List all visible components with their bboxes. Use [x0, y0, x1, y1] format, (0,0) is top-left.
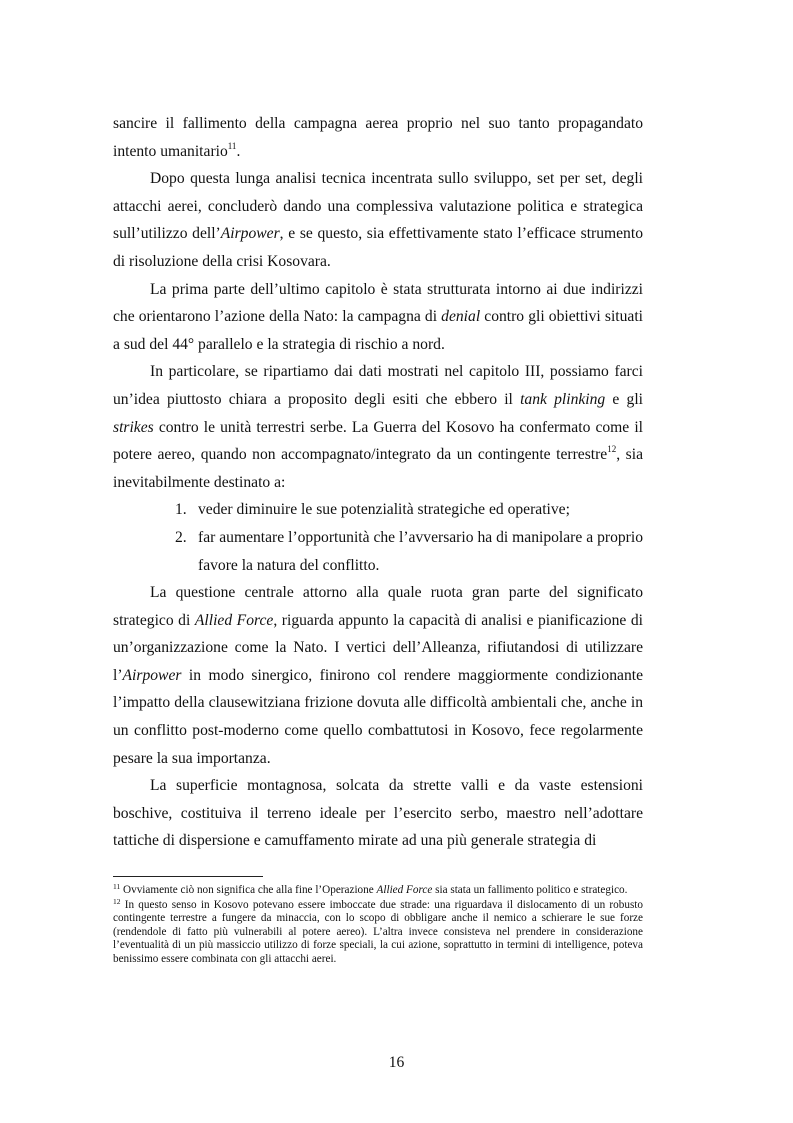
paragraph-5: La questione centrale attorno alla quale ruota gran parte del significato strategico di Allied Force, riguarda appunto la capacità di analisi e pianificazione di un’organizzazione come la Nato. I vertici dell’Alleanza, rifiutandosi di utilizzare l’Airpower in modo sinergico, finirono col rendere maggiormente condizionante l’impatto della clausewitziana frizione dovuta alle difficoltà ambientali che, anche in un conflitto post-moderno come quello combattutosi in Kosovo, fece regolarmente pesare la sua importanza. — [113, 584, 644, 767]
footnotes — [113, 884, 643, 968]
numbered-list — [113, 496, 643, 579]
term-tank-plinking: tank plinking — [520, 390, 606, 408]
footnote-ref-12[interactable]: 12 — [607, 444, 617, 455]
paragraph-6: La superficie montagnosa, solcata da strette valli e da vaste estensioni boschive, costituiva il terreno ideale per l’esercito serbo, maestro nell’adottare tattiche di dispersione e camuffamento mirate ad una più generale strategia di — [113, 777, 643, 850]
footnote-divider — [113, 876, 263, 877]
footnote-11: $^{11}$ Ovviamente ciò non significa che alla fine l’Operazione Allied Force sia stata un fallimento politico e strategico. — [113, 882, 628, 896]
page-number: 16 — [388, 1054, 405, 1071]
paragraph-2: Dopo questa lunga analisi tecnica incentrata sullo sviluppo, set per set, degli attacchi aerei, concluderò dando una complessiva valutazione politica e strategica sull’utilizzo dell’Airpower, e se questo, sia effettivamente stato l’efficace strumento di risoluzione della crisi Kosovara. — [113, 170, 643, 270]
paragraph-1: sancire il fallimento della campagna aerea proprio nel suo tanto propagandato intento umanitario$^{11}$. — [113, 115, 643, 160]
footnote-12: $^{12}$ In questo senso in Kosovo potevano essere imboccate due strade: una riguardava il dislocamento di un robusto contingente terrestre a fungere da minaccia, con lo scopo di obbligare anche il nemico a schierare le sue forze (rendendole di fatto più vulnerabili al potere aereo). L’altra invece consisteva nel prendere in considerazione l’eventualità di un più massiccio utilizzo di forze speciali, la cui azione, soprattutto in termini di intelligence, poteva benissimo essere combinata con gli attacchi aerei. — [113, 896, 643, 965]
list-number: 1. — [175, 501, 187, 519]
term-airpower: Airpower — [122, 666, 182, 684]
list-item: 2. far aumentare l’opportunità che l’avversario ha di manipolare a proprio favore la natura del conflitto. — [113, 524, 643, 579]
list-number: 2. — [175, 528, 187, 546]
body-text — [113, 110, 643, 855]
term-denial: denial — [441, 308, 481, 326]
paragraph-3: La prima parte dell’ultimo capitolo è stata strutturata intorno ai due indirizzi che orientarono l’azione della Nato: la campagna di denial contro gli obiettivi situati a sud del 44° parallelo e la strategia di rischio a nord. — [113, 280, 643, 353]
footnote-ref-11[interactable]: 11 — [227, 140, 237, 151]
term-allied-force: Allied Force — [194, 611, 274, 629]
term-strikes: strikes — [113, 418, 154, 436]
term-airpower: Airpower — [220, 225, 280, 243]
paragraph-4: In particolare, se ripartiamo dai dati mostrati nel capitolo III, possiamo farci un’idea piuttosto chiara a proposito degli esiti che ebbero il tank plinking e gli strikes contro le unità terrestri serbe. La Guerra del Kosovo ha confermato come il potere aereo, quando non accompagnato/integrato da un contingente terrestre$^{12}$, sia inevitabilmente destinato a: — [113, 363, 644, 491]
list-item: 1. veder diminuire le sue potenzialità strategiche ed operative; — [113, 496, 643, 524]
